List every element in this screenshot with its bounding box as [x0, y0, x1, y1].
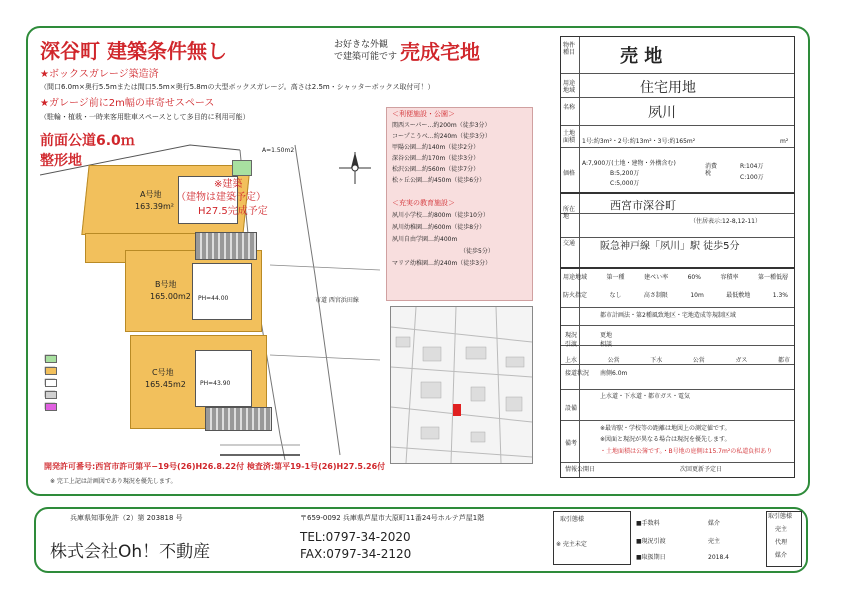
date-value: 2018.4: [708, 554, 729, 561]
other-law: 都市計画法・第2種風致地区・宅地造成等規制区域: [600, 312, 736, 319]
zone-r1-c6: 第一種低層: [757, 274, 788, 281]
parking-detail: （駐輪・植栽・一時来客用駐車スペースとして多目的に利用可能）: [40, 113, 250, 121]
info-table: [560, 36, 795, 478]
current-label: 現況: [565, 332, 578, 339]
zone-r1-c2: 第一種: [606, 274, 625, 281]
company-name: 株式会社Oh！不動産: [50, 542, 211, 562]
legend-gray: [45, 391, 57, 399]
road-dim: A=1.50m2: [262, 147, 295, 154]
price-c: C:5,000万: [610, 180, 640, 187]
date-label: ■取扱期日: [636, 554, 666, 561]
house-c: [195, 350, 252, 407]
amenity-5: 松沢公園…約560m（徒歩7分）: [392, 166, 480, 173]
lot-b-area: 165.00m2: [150, 292, 191, 301]
legend-green: [45, 355, 57, 363]
road-value: 南側6.0m: [600, 370, 628, 377]
category-value: 住宅用地: [640, 80, 696, 96]
location-label: 所在地: [563, 206, 576, 220]
water-c1: 上水: [565, 357, 578, 364]
garage-detail: （間口6.0m×奥行5.5mまたは間口5.5m×奥行5.8mの大型ボックスガレージ。高さは2.5m・シャッターボックス取付可！）: [40, 83, 435, 91]
area-label: 土地面積: [563, 130, 576, 144]
location-value: 西宮市深谷町: [610, 199, 676, 212]
category-label: 用途地域: [563, 80, 576, 94]
legend-magenta: [45, 403, 57, 411]
garage-area-gray: [195, 232, 257, 260]
amenity-4: 深谷公園…約170m（徒歩3分）: [392, 155, 480, 162]
trade-label: 取引態様: [560, 516, 585, 523]
road-name: 市道 西宮浜田線: [315, 297, 359, 304]
plan-tag-c: PH=43.90: [200, 380, 231, 387]
zone-r2-c6: 1.3%: [772, 292, 788, 299]
zone-r1-c3: 建ぺい率: [644, 274, 669, 281]
road-width: 前面公道6.0ｍ: [40, 133, 135, 149]
area-unit: m²: [780, 138, 789, 145]
side-4: 媒介: [775, 552, 788, 559]
zone-r2-c1: 防火指定: [563, 292, 588, 299]
school-2: 夙川幼稚園…約600m（徒歩8分）: [392, 224, 486, 231]
fee-label: ■手数料: [636, 520, 660, 527]
headline-title: 深谷町 建築条件無し: [40, 39, 227, 63]
price-a: A:7,900万(土地・建物・外構含む): [582, 160, 676, 167]
lot-a-label: A号地: [140, 190, 162, 199]
status-value: 売主: [708, 538, 721, 545]
zone-r2-c3: 高さ制限: [643, 292, 668, 299]
water-c3: 下水: [650, 357, 663, 364]
remarks-label: 備考: [565, 440, 578, 447]
tel: TEL:0797-34-2020: [300, 530, 411, 544]
zone-r2-c2: なし: [609, 292, 622, 299]
zone-r1: [563, 274, 788, 281]
sale-value: 売 地: [620, 46, 663, 67]
green-area: [232, 160, 252, 176]
location-sub: （住居表示:12-8,12-11）: [690, 218, 761, 225]
house-b: [192, 263, 252, 320]
zone-r1-c1: 用途地域: [563, 274, 588, 281]
build-note-3: H27.5完成予定: [198, 206, 268, 217]
zone-r2-c4: 10m: [690, 292, 704, 299]
disclaimer: ※ 完工上記は計画図であり現況を優先します。: [50, 478, 177, 485]
status-label: ■現況引渡: [636, 538, 666, 545]
water-row: [565, 357, 790, 364]
school-5: マリア幼稚園…約240m（徒歩3分）: [392, 260, 492, 267]
amenity-3: 甲陽公園…約140m（徒歩2分）: [392, 144, 480, 151]
amenities-head-1: ＜利便施設・公園＞: [392, 110, 455, 118]
zone-r2: [563, 292, 788, 299]
lot-c-label: C号地: [152, 368, 174, 377]
current-value: 更地: [600, 332, 613, 339]
next-label: 次回更新予定日: [680, 466, 723, 473]
facility-value: 上水道・下水道・都市ガス・電気: [600, 393, 691, 400]
area-value: 1号:約3m²・2号:約13m²・3号:約165m²: [582, 138, 696, 145]
garage-c-gray: [205, 407, 272, 431]
handover-label: 引渡: [565, 341, 578, 348]
permit-line: 開発許可番号:西宮市許可第平−19号(26)H26.8.22付 検査済:第平19-1号(26)H27.5.26付: [44, 462, 386, 471]
school-4: （徒歩5分）: [460, 248, 494, 255]
remark-3: ・土地面積は公簿です。・B号地の庭側は15.7m²の私道負担あり: [600, 448, 773, 455]
school-3: 夙川自由学園…約400m: [392, 236, 458, 243]
name-label: 名称: [563, 104, 576, 111]
remark-2: ※図面と現況が異なる場合は現況を優先します。: [600, 436, 731, 443]
remark-1: ※最寄駅・学校等の距離は地図上の測定値です。: [600, 425, 731, 432]
handover-value: 相談: [600, 341, 613, 348]
zone-r1-c4: 60%: [687, 274, 701, 281]
amenities-head-2: ＜充実の教育施設＞: [392, 199, 455, 207]
amenity-1: 関西スーパー…約200m（徒歩3分）: [392, 122, 491, 129]
address: 〒659-0092 兵庫県芦屋市大原町11番24号ホルテ芦屋1階: [300, 514, 485, 522]
tax-label: 消費税: [705, 163, 718, 177]
school-1: 夙川小学校…約800m（徒歩10分）: [392, 212, 489, 219]
license: 兵庫県知事免許（2）第 203818 号: [70, 514, 183, 522]
build-note-2: （建物は建築予定）: [176, 192, 266, 203]
tax-c: C:100万: [740, 174, 764, 181]
headline-sub-2: で建築可能です: [334, 52, 398, 62]
water-c2: 公営: [607, 357, 620, 364]
area-map: [390, 306, 533, 464]
side-3: 代理: [775, 539, 788, 546]
water-c5: ガス: [735, 357, 748, 364]
zone-r1-c5: 容積率: [720, 274, 739, 281]
price-label: 価格: [563, 170, 576, 177]
north-arrow-icon: [335, 148, 375, 188]
name-value: 夙川: [648, 105, 676, 121]
water-c6: 都市: [777, 357, 790, 364]
updated-label: 情報公開日: [565, 466, 596, 473]
transport-label: 交通: [563, 240, 576, 247]
parking-title: ★ガレージ前に2m幅の車寄せスペース: [40, 98, 215, 109]
transport-value: 阪急神戸線「夙川」駅 徒歩5分: [600, 241, 740, 252]
facility-label: 設備: [565, 405, 578, 412]
fax: FAX:0797-34-2120: [300, 547, 412, 561]
trade-value: ※ 売主未定: [556, 541, 587, 548]
amenity-2: コープこうべ…約240m（徒歩3分）: [392, 133, 491, 140]
lot-a-area: 163.39m²: [135, 202, 174, 211]
shape: 整形地: [40, 153, 82, 169]
legend-white: [45, 379, 57, 387]
side-1: 取引態様: [768, 513, 793, 520]
sale-label: 物件種目: [563, 42, 576, 56]
amenity-6: 松ヶ丘公園…約450m（徒歩6分）: [392, 177, 486, 184]
price-b: B:5,200万: [610, 170, 640, 177]
headline-title-right: 売成宅地: [400, 40, 480, 64]
road-label: 接道状況: [565, 370, 590, 377]
plan-tag-b: PH=44.00: [198, 295, 229, 302]
fee-value: 媒介: [708, 520, 721, 527]
lot-c-area: 165.45m2: [145, 380, 186, 389]
lot-b-label: B号地: [155, 280, 177, 289]
side-2: 売主: [775, 526, 788, 533]
legend-yellow: [45, 367, 57, 375]
zone-r2-c5: 最低敷地: [726, 292, 751, 299]
headline-sub-1: お好きな外観: [334, 40, 389, 50]
build-note-1: ※建築: [214, 179, 243, 190]
water-c4: 公営: [692, 357, 705, 364]
tax-r: R:104万: [740, 163, 764, 170]
garage-title: ★ボックスガレージ築造済: [40, 69, 159, 80]
